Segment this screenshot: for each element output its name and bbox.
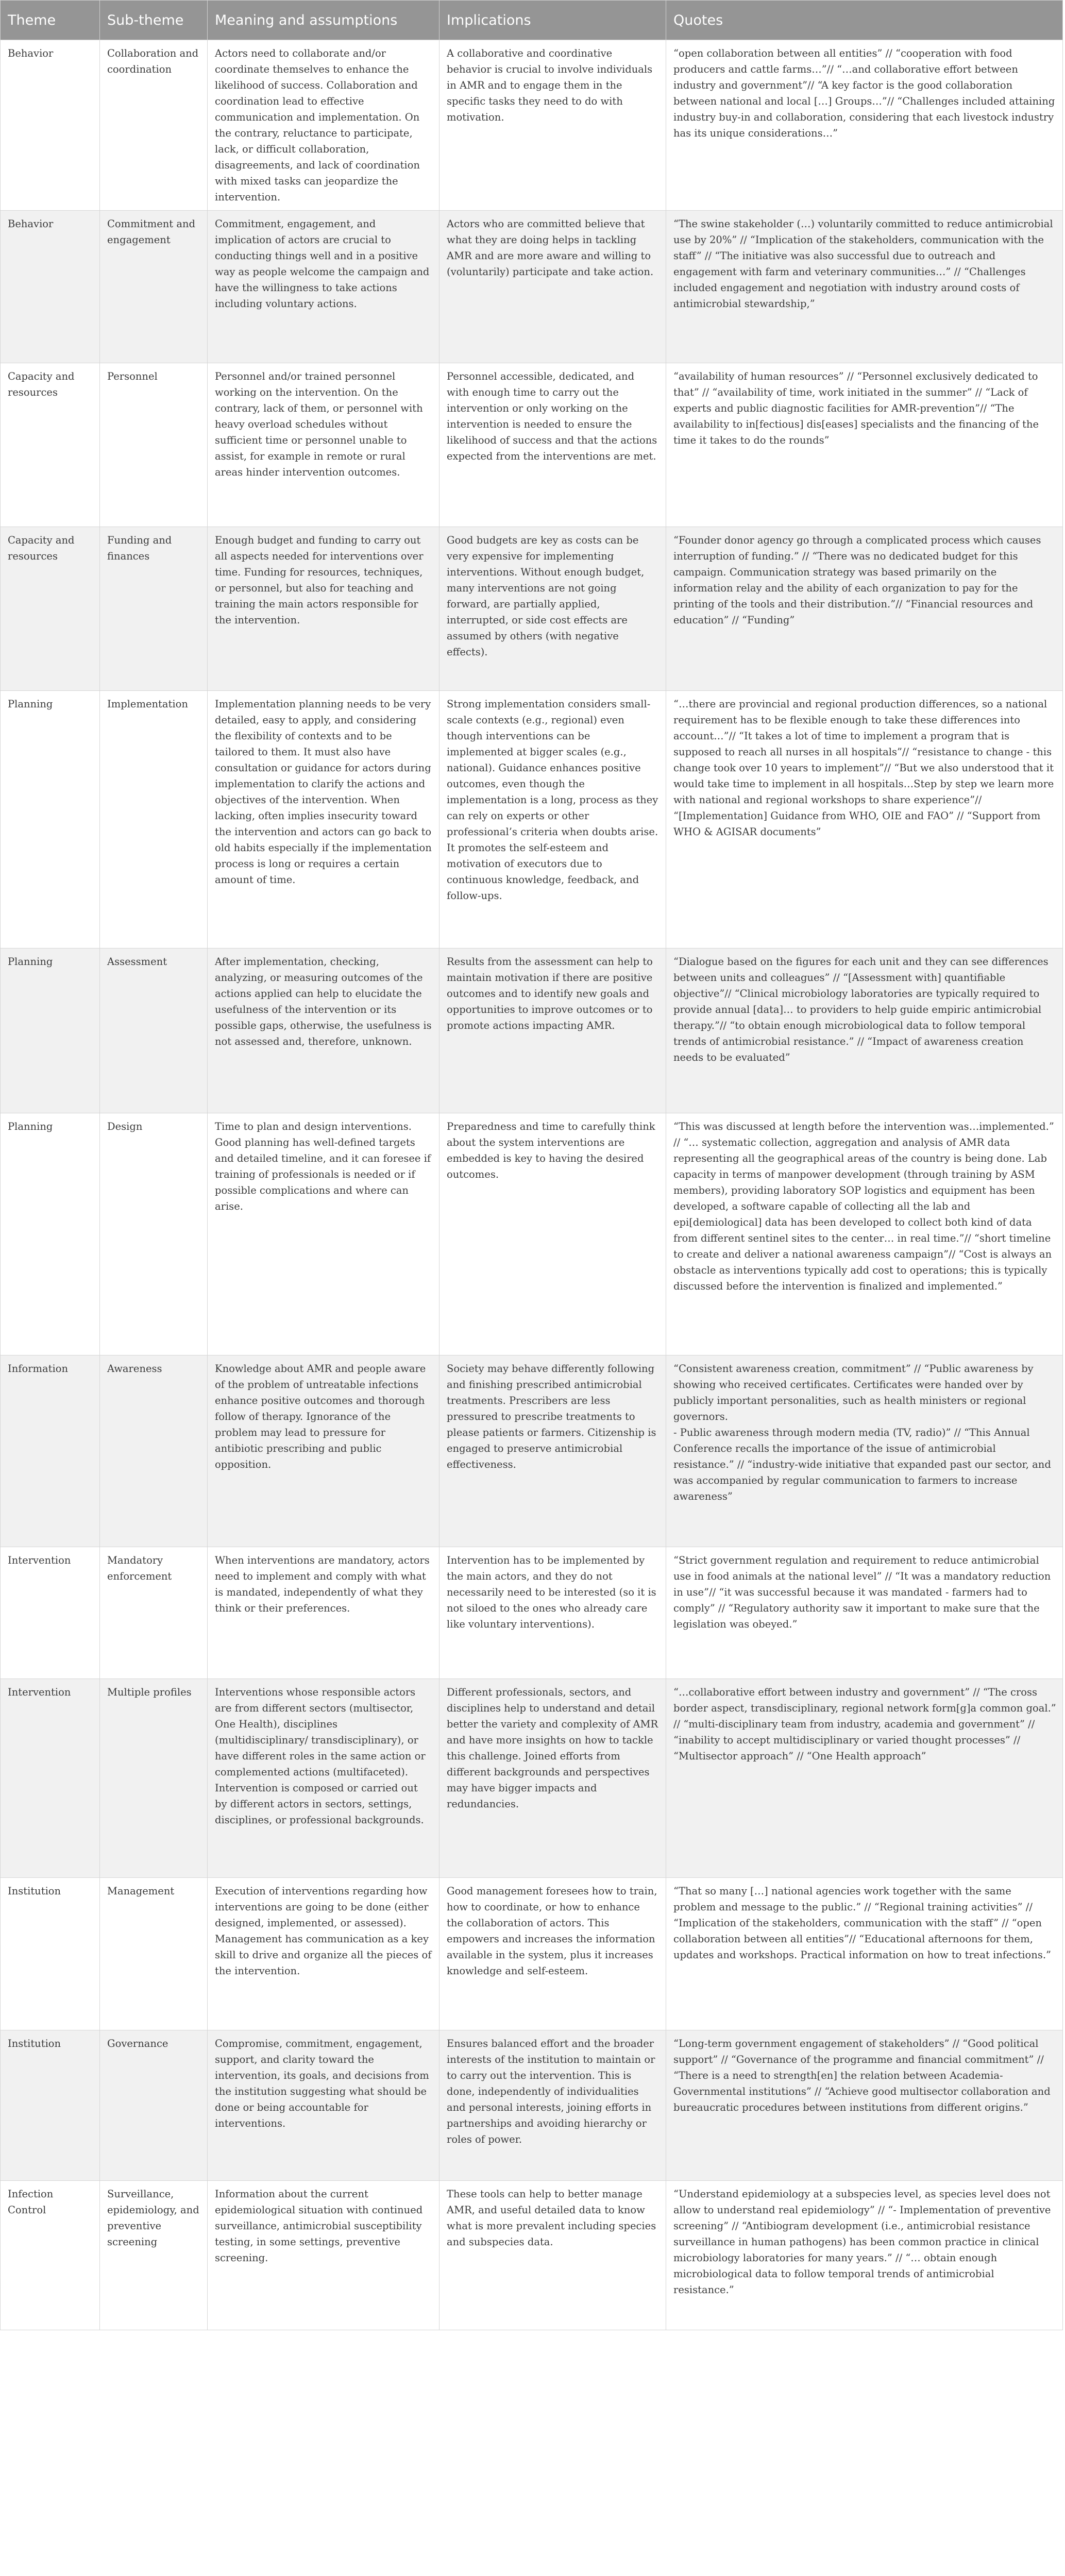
table-row — [1, 1113, 1063, 1355]
cell-meaning: Personnel and/or trained personnel working on the intervention. On the contrary, lack of them, or personnel with heavy overload schedules without sufficient time or personnel unable to assist, for example in remote or rural areas hinder intervention outcomes. — [208, 363, 439, 527]
table-row — [1, 691, 1063, 948]
cell-subtheme: Commitment and engagement — [100, 211, 208, 363]
table-row — [1, 948, 1063, 1113]
cell-meaning: Information about the current epidemiological situation with continued surveillance, antimicrobial susceptibility testing, in some settings, preventive screening. — [208, 2181, 439, 2330]
cell-theme: Infection Control — [1, 2181, 100, 2330]
cell-theme: Institution — [1, 2030, 100, 2181]
cell-quotes: “That so many […] national agencies work together with the same problem and message to the public.” // “Regional training activities” // “Implication of the stakeholders, communication with the staff” // “open collaboration between all entities”// “Educational afternoons for them, updates and workshops. Practical information on how to treat infections.” — [666, 1878, 1063, 2030]
cell-meaning: After implementation, checking, analyzing, or measuring outcomes of the actions applied can help to elucidate the usefulness of the intervention or its possible gaps, otherwise, the usefulness is not assessed and, therefore, unknown. — [208, 948, 439, 1113]
cell-implications: Results from the assessment can help to maintain motivation if there are positive outcomes and to identify new goals and opportunities to improve outcomes or to promote actions impacting AMR. — [439, 948, 666, 1113]
cell-implications: Different professionals, sectors, and disciplines help to understand and detail better the variety and complexity of AMR and have more insights on how to tackle this challenge. Joined efforts from different backgrounds and perspectives may have bigger impacts and redundancies. — [439, 1679, 666, 1878]
cell-theme: Capacity and resources — [1, 527, 100, 691]
cell-subtheme: Design — [100, 1113, 208, 1355]
cell-quotes: “availability of human resources” // “Personnel exclusively dedicated to that” // “availability of time, work initiated in the summer” // “Lack of experts and public diagnostic facilities for AMR-prevention”// “The availability to in[fectious] dis[eases] specialists and the financing of the time it takes to do the rounds” — [666, 363, 1063, 527]
cell-theme: Intervention — [1, 1679, 100, 1878]
header-theme: Theme — [1, 1, 100, 40]
header-quotes: Quotes — [666, 1, 1063, 40]
cell-implications: Strong implementation considers small-scale contexts (e.g., regional) even though interventions can be implemented at bigger scales (e.g., national). Guidance enhances positive outcomes, even though the implementation is a long, process as they can rely on experts or other professional’s criteria when doubts arise. It promotes the self-esteem and motivation of executors due to continuous knowledge, feedback, and follow-ups. — [439, 691, 666, 948]
cell-meaning: Knowledge about AMR and people aware of the problem of untreatable infections enhance positive outcomes and thorough follow of therapy. Ignorance of the problem may lead to pressure for antibiotic prescribing and public opposition. — [208, 1355, 439, 1547]
cell-subtheme: Mandatory enforcement — [100, 1547, 208, 1679]
cell-implications: Intervention has to be implemented by the main actors, and they do not necessarily need to be interested (so it is not siloed to the ones who already care like voluntary interventions). — [439, 1547, 666, 1679]
table-row — [1, 1679, 1063, 1878]
table-row — [1, 2030, 1063, 2181]
cell-quotes: “This was discussed at length before the intervention was…implemented.” // “… systematic collection, aggregation and analysis of AMR data representing all the geographical areas of the country is being done. Lab capacity in terms of manpower development (through training by ASM members), providing laboratory SOP logistics and equipment has been developed, a software capable of collecting all the lab and epi[demiological] data has been developed to collect both kind of data from different sentinel sites to the center… in real time.”// “short timeline to create and deliver a national awareness campaign”// “Cost is always an obstacle as interventions typically add cost to operations; this is typically discussed before the intervention is finalized and implemented.” — [666, 1113, 1063, 1355]
cell-quotes: “Understand epidemiology at a subspecies level, as species level does not allow to understand real epidemiology” // “- Implementation of preventive screening” // “Antibiogram development (i.e., antimicrobial resistance surveillance in human pathogens) has been common practice in clinical microbiology laboratories for many years.” // “… obtain enough microbiological data to follow temporal trends of antimicrobial resistance.” — [666, 2181, 1063, 2330]
table-body — [1, 40, 1063, 2330]
cell-meaning: Interventions whose responsible actors are from different sectors (multisector, One Health), disciplines (multidisciplinary/ transdisciplinary), or have different roles in the same action or complemented actions (multifaceted). Intervention is composed or carried out by different actors in sectors, settings, disciplines, or professional backgrounds. — [208, 1679, 439, 1878]
cell-quotes: “Long-term government engagement of stakeholders” // “Good political support” // “Governance of the programme and financial commitment” // “There is a need to strength[en] the relation between Academia-Governmental institutions” // “Achieve good multisector collaboration and bureaucratic procedures between institutions from different origins.” — [666, 2030, 1063, 2181]
cell-implications: Personnel accessible, dedicated, and with enough time to carry out the intervention or only working on the intervention is needed to ensure the likelihood of success and that the actions expected from the interventions are met. — [439, 363, 666, 527]
cell-subtheme: Management — [100, 1878, 208, 2030]
cell-subtheme: Collaboration and coordination — [100, 40, 208, 211]
header-row — [1, 1, 1063, 40]
cell-theme: Planning — [1, 691, 100, 948]
cell-theme: Behavior — [1, 40, 100, 211]
cell-meaning: Compromise, commitment, engagement, support, and clarity toward the intervention, its goals, and decisions from the institution suggesting what should be done or being accountable for interventions. — [208, 2030, 439, 2181]
cell-implications: Ensures balanced effort and the broader interests of the institution to maintain or to carry out the intervention. This is done, independently of individualities and personal interests, joining efforts in partnerships and avoiding hierarchy or roles of power. — [439, 2030, 666, 2181]
table-row — [1, 2181, 1063, 2330]
cell-implications: Preparedness and time to carefully think about the system interventions are embedded is key to having the desired outcomes. — [439, 1113, 666, 1355]
cell-implications: Society may behave differently following and finishing prescribed antimicrobial treatments. Prescribers are less pressured to prescribe treatments to please patients or farmers. Citizenship is engaged to preserve antimicrobial effectiveness. — [439, 1355, 666, 1547]
table-row — [1, 1878, 1063, 2030]
cell-quotes: “Strict government regulation and requirement to reduce antimicrobial use in food animals at the national level” // “It was a mandatory reduction in use”// “it was successful because it was mandated - farmers had to comply” // “Regulatory authority saw it important to make sure that the legislation was obeyed.” — [666, 1547, 1063, 1679]
cell-quotes: “open collaboration between all entities” // “cooperation with food producers and cattle farms…”// “…and collaborative effort between industry and government”// “A key factor is the good collaboration between national and local […] Groups…”// “Challenges included attaining industry buy-in and collaboration, considering that each livestock industry has its unique considerations…” — [666, 40, 1063, 211]
cell-theme: Behavior — [1, 211, 100, 363]
cell-quotes: “The swine stakeholder (…) voluntarily committed to reduce antimicrobial use by 20%” // “Implication of the stakeholders, communication with the staff” // “The initiative was also successful due to outreach and engagement with farm and veterinary communities…” // “Challenges included engagement and negotiation with industry around costs of antimicrobial stewardship,” — [666, 211, 1063, 363]
cell-subtheme: Assessment — [100, 948, 208, 1113]
table-row — [1, 40, 1063, 211]
cell-meaning: Enough budget and funding to carry out all aspects needed for interventions over time. Funding for resources, techniques, or personnel, but also for teaching and training the main actors responsible for the intervention. — [208, 527, 439, 691]
cell-meaning: When interventions are mandatory, actors need to implement and comply with what is mandated, independently of what they think or their preferences. — [208, 1547, 439, 1679]
table-row — [1, 527, 1063, 691]
cell-theme: Capacity and resources — [1, 363, 100, 527]
table-row — [1, 1547, 1063, 1679]
cell-meaning: Execution of interventions regarding how interventions are going to be done (either designed, implemented, or assessed). Management has communication as a key skill to drive and organize all the pieces of the intervention. — [208, 1878, 439, 2030]
cell-theme: Planning — [1, 1113, 100, 1355]
cell-quotes: “…collaborative effort between industry and government” // “The cross border aspect, transdisciplinary, regional network form[g]a common goal.” // “multi-disciplinary team from industry, academia and government” // “inability to accept multidisciplinary or varied thought processes” // “Multisector approach” // “One Health approach” — [666, 1679, 1063, 1878]
cell-implications: These tools can help to better manage AMR, and useful detailed data to know what is more prevalent including species and subspecies data. — [439, 2181, 666, 2330]
cell-quotes: “Dialogue based on the figures for each unit and they can see differences between units and colleagues” // “[Assessment with] quantifiable objective”// “Clinical microbiology laboratories are typically required to provide annual [data]… to providers to help guide empiric antimicrobial therapy.”// “to obtain enough microbiological data to follow temporal trends of antimicrobial resistance.” // “Impact of awareness creation needs to be evaluated” — [666, 948, 1063, 1113]
cell-subtheme: Awareness — [100, 1355, 208, 1547]
cell-meaning: Commitment, engagement, and implication of actors are crucial to conducting things well and in a positive way as people welcome the campaign and have the willingness to take actions including voluntary actions. — [208, 211, 439, 363]
table-row — [1, 1355, 1063, 1547]
cell-quotes: “…there are provincial and regional production differences, so a national requirement has to be flexible enough to take these differences into account…”// “It takes a lot of time to implement a program that is supposed to reach all nurses in all hospitals”// “resistance to change - this change took over 10 years to implement”// “But we also understood that it would take time to implement in all hospitals…Step by step we learn more with national and regional workshops to share experience”// “[Implementation] Guidance from WHO, OIE and FAO” // “Support from WHO & AGISAR documents” — [666, 691, 1063, 948]
cell-theme: Intervention — [1, 1547, 100, 1679]
header-subtheme: Sub-theme — [100, 1, 208, 40]
cell-subtheme: Funding and finances — [100, 527, 208, 691]
cell-implications: Good budgets are key as costs can be very expensive for implementing interventions. Without enough budget, many interventions are not going forward, are partially applied, interrupted, or side cost effects are assumed by others (with negative effects). — [439, 527, 666, 691]
cell-meaning: Actors need to collaborate and/or coordinate themselves to enhance the likelihood of success. Collaboration and coordination lead to effective communication and implementation. On the contrary, reluctance to participate, lack, or difficult collaboration, disagreements, and lack of coordination with mixed tasks can jeopardize the intervention. — [208, 40, 439, 211]
cell-quotes: “Founder donor agency go through a complicated process which causes interruption of funding.” // “There was no dedicated budget for this campaign. Communication strategy was based primarily on the information relay and the ability of each organization to pay for the printing of the tools and their distribution.”// “Financial resources and education” // “Funding” — [666, 527, 1063, 691]
table-row — [1, 211, 1063, 363]
cell-implications: A collaborative and coordinative behavior is crucial to involve individuals in AMR and to engage them in the specific tasks they need to do with motivation. — [439, 40, 666, 211]
cell-subtheme: Surveillance, epidemiology, and preventive screening — [100, 2181, 208, 2330]
cell-subtheme: Multiple profiles — [100, 1679, 208, 1878]
cell-subtheme: Personnel — [100, 363, 208, 527]
cell-theme: Institution — [1, 1878, 100, 2030]
cell-theme: Planning — [1, 948, 100, 1113]
cell-implications: Good management foresees how to train, how to coordinate, or how to enhance the collaboration of actors. This empowers and increases the information available in the system, plus it increases knowledge and self-esteem. — [439, 1878, 666, 2030]
cell-subtheme: Implementation — [100, 691, 208, 948]
header-implications: Implications — [439, 1, 666, 40]
cell-meaning: Time to plan and design interventions. Good planning has well-defined targets and detailed timeline, and it can foresee if training of professionals is needed or if possible complications and where can arise. — [208, 1113, 439, 1355]
cell-quotes: “Consistent awareness creation, commitment” // “Public awareness by showing who received certificates. Certificates were handed over by publicly important personalities, such as health ministers or regional governors. - Public awareness through modern media (TV, radio)” // “This Annual Conference recalls the importance of the issue of antimicrobial resistance.” // “industry-wide initiative that expanded past our sector, and was accompanied by regular communication to farmers to increase awareness” — [666, 1355, 1063, 1547]
cell-implications: Actors who are committed believe that what they are doing helps in tackling AMR and are more aware and willing to (voluntarily) participate and take action. — [439, 211, 666, 363]
table-row — [1, 363, 1063, 527]
cell-theme: Information — [1, 1355, 100, 1547]
table-header — [1, 1, 1063, 40]
cell-meaning: Implementation planning needs to be very detailed, easy to apply, and considering the flexibility of contexts and to be tailored to them. It must also have consultation or guidance for actors during implementation to clarify the actions and objectives of the intervention. When lacking, often implies insecurity toward the intervention and actors can go back to old habits especially if the implementation process is long or requires a certain amount of time. — [208, 691, 439, 948]
header-meaning: Meaning and assumptions — [208, 1, 439, 40]
cell-subtheme: Governance — [100, 2030, 208, 2181]
